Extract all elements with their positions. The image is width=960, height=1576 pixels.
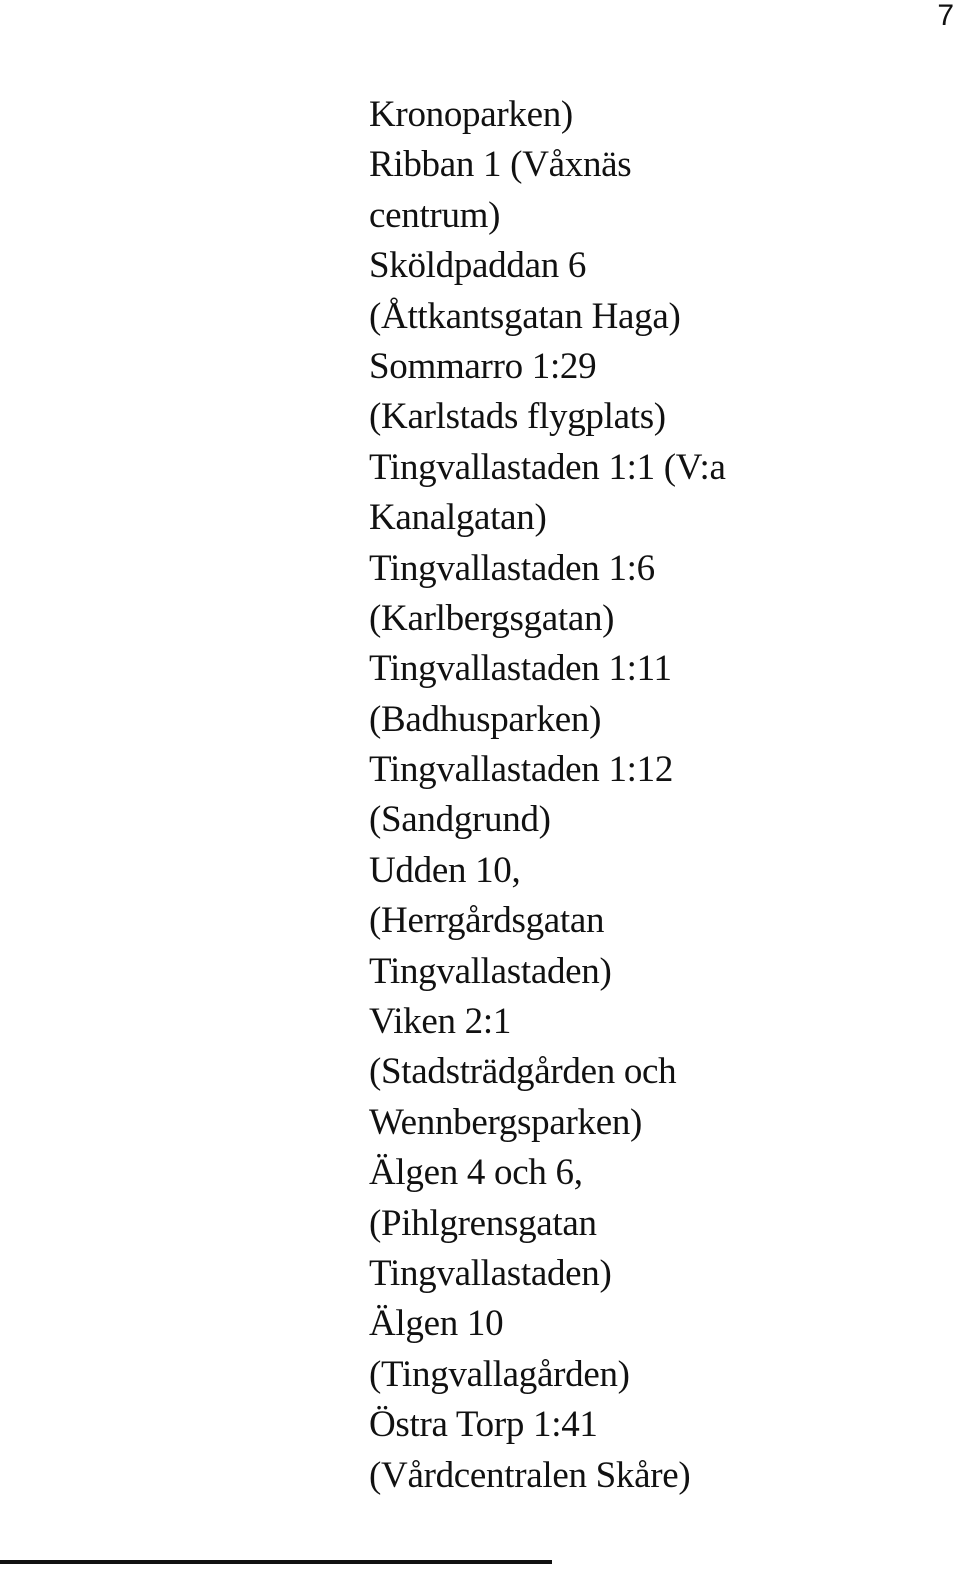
page-number: 7 bbox=[937, 0, 954, 32]
list-line: Tingvallastaden 1:6 bbox=[369, 547, 655, 589]
list-line: Tingvallastaden 1:1 (V:a bbox=[369, 446, 726, 488]
list-line: (Herrgårdsgatan bbox=[369, 900, 605, 942]
list-line: (Sandgrund) bbox=[369, 799, 551, 841]
list-line: Älgen 10 bbox=[369, 1303, 504, 1345]
list-line: Sköldpaddan 6 bbox=[369, 245, 587, 287]
list-line: Tingvallastaden) bbox=[369, 1252, 612, 1294]
location-list bbox=[369, 90, 726, 1501]
list-line: Tingvallastaden) bbox=[369, 950, 612, 992]
list-line: Ribban 1 (Våxnäs bbox=[369, 144, 632, 186]
list-line: Kanalgatan) bbox=[369, 497, 547, 539]
list-line: Udden 10, bbox=[369, 849, 521, 891]
list-line: (Pihlgrensgatan bbox=[369, 1202, 597, 1244]
list-line: Viken 2:1 bbox=[369, 1001, 512, 1043]
list-line: (Åttkantsgatan Haga) bbox=[369, 295, 681, 337]
list-line: Älgen 4 och 6, bbox=[369, 1152, 583, 1194]
list-line: (Karlbergsgatan) bbox=[369, 597, 615, 639]
footnote-divider bbox=[0, 1560, 552, 1564]
list-line: Wennbergsparken) bbox=[369, 1101, 643, 1143]
list-line: centrum) bbox=[369, 194, 501, 236]
list-line: (Vårdcentralen Skåre) bbox=[369, 1454, 691, 1496]
list-line: Tingvallastaden 1:11 bbox=[369, 648, 672, 690]
list-line: Sommarro 1:29 bbox=[369, 345, 597, 387]
list-line: Tingvallastaden 1:12 bbox=[369, 749, 674, 791]
list-line: (Tingvallagården) bbox=[369, 1353, 630, 1395]
list-line: (Stadsträdgården och bbox=[369, 1051, 677, 1093]
list-line: (Karlstads flygplats) bbox=[369, 396, 666, 438]
list-line: Kronoparken) bbox=[369, 94, 573, 135]
list-line: (Badhusparken) bbox=[369, 698, 602, 740]
list-line: Östra Torp 1:41 bbox=[369, 1404, 598, 1446]
